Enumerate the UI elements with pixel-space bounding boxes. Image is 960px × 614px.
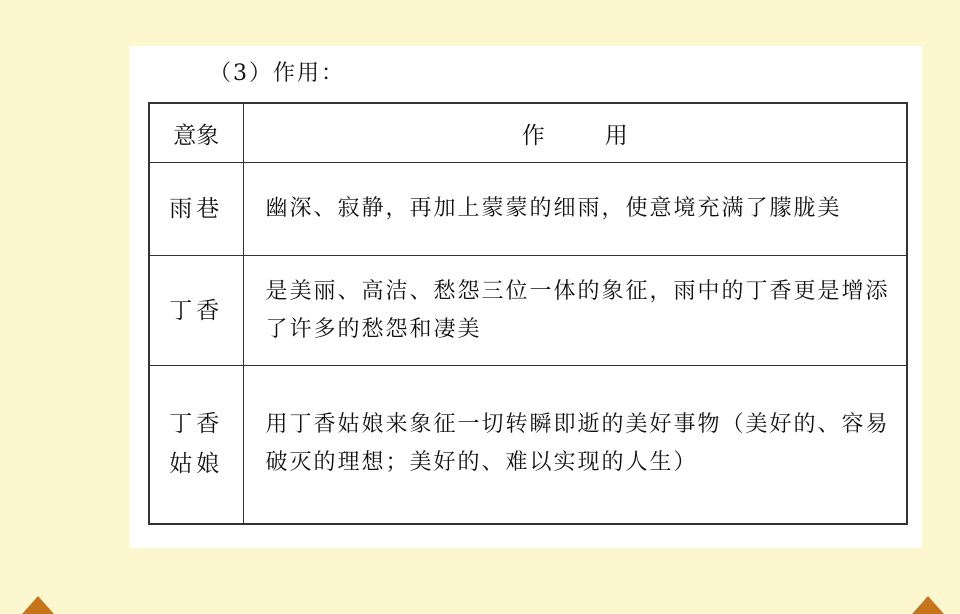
function-cell: 幽深、寂静，再加上蒙蒙的细雨，使意境充满了朦胧美 (243, 163, 907, 256)
function-cell: 用丁香姑娘来象征一切转瞬即逝的美好事物（美好的、容易破灭的理想；美好的、难以实现的人生） (243, 366, 907, 524)
image-cell-text: 丁香姑娘 (169, 411, 224, 478)
table-row (149, 366, 907, 524)
prev-slide-button[interactable] (22, 596, 54, 614)
table-header-row (149, 103, 907, 163)
content-panel (129, 46, 922, 548)
function-cell: 是美丽、高洁、愁怨三位一体的象征，雨中的丁香更是增添了许多的愁怨和凄美 (243, 256, 907, 366)
next-slide-button[interactable] (912, 596, 944, 614)
header-image: 意象 (149, 103, 243, 163)
table-row (149, 163, 907, 256)
table-row (149, 256, 907, 366)
image-cell: 丁香 (149, 256, 243, 366)
image-cell (149, 366, 243, 524)
section-heading: （3）作用： (209, 61, 345, 86)
image-cell: 雨巷 (149, 163, 243, 256)
imagery-function-table (148, 102, 908, 525)
header-function: 作用 (243, 103, 907, 163)
